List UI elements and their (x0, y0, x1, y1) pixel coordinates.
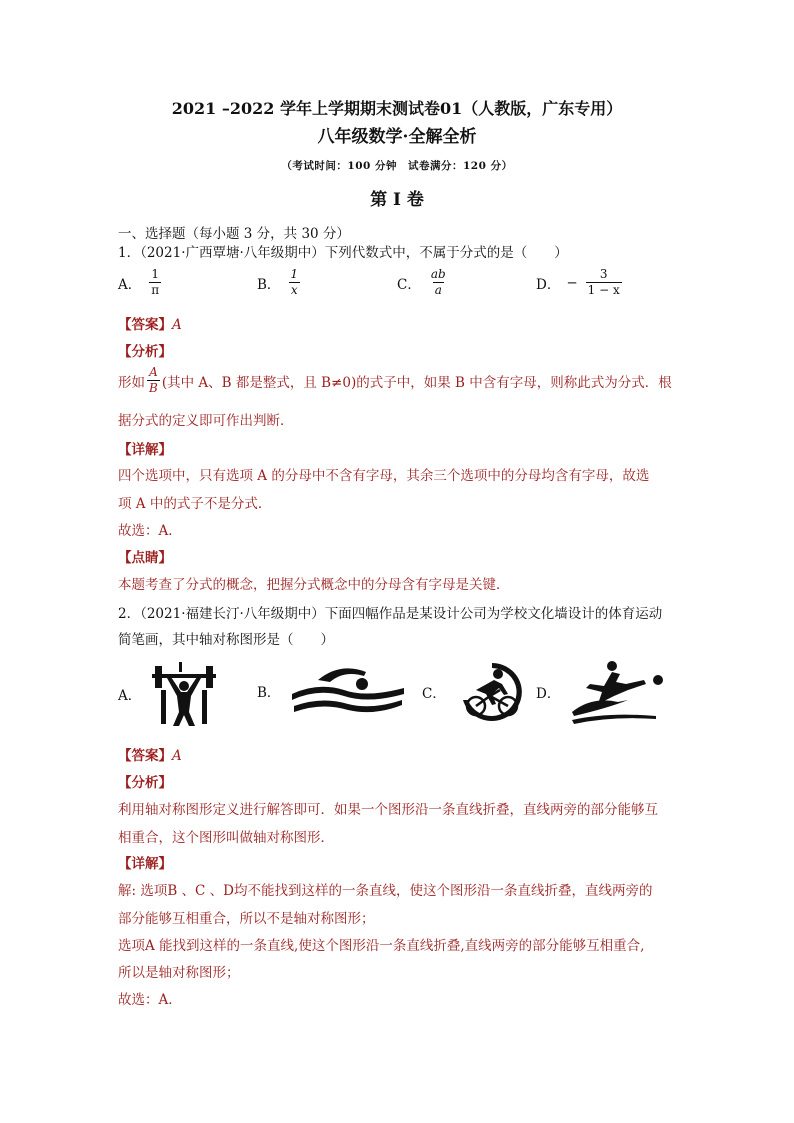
minus-sign: − (566, 274, 578, 291)
numerator: 3 (599, 267, 608, 281)
q2-detail-line3: 选项A 能找到这样的一条直线,使这个图形沿一条直线折叠,直线两旁的部分能够互相重合, (118, 938, 645, 954)
q2-stem-line2: 简笔画，其中轴对称图形是（ ） (118, 632, 334, 648)
numerator: ab (430, 267, 446, 281)
fraction (288, 268, 300, 297)
q2-analysis-line2: 相重合，这个图形叫做轴对称图形． (118, 830, 334, 846)
numerator: A (149, 365, 158, 379)
option-label: B． (257, 685, 281, 701)
document-subtitle: 八年级数学·全解全析 (317, 127, 477, 147)
q2-answer (118, 744, 182, 764)
q1-analysis-line2: 据分式的定义即可作出判断． (118, 413, 294, 429)
q2-option-c (422, 660, 530, 724)
q1-choose: 故选：A． (118, 523, 182, 539)
numerator: 1 (151, 267, 160, 281)
q1-detail-line1: 四个选项中，只有选项 A 的分母中不含有字母，其余三个选项中的分母均含有字母，故选 (118, 468, 650, 484)
q2-detail-line1: 解: 选项B 、C 、D均不能找到这样的一条直线，使这个图形沿一条直线折叠，直线两旁的 (118, 883, 653, 899)
q1-option-c (397, 268, 450, 297)
option-label: A． (118, 276, 142, 293)
q2-stem-line1: 2．（2021·福建长汀·八年级期中）下面四幅作品是某设计公司为学校文化墙设计的体育运动 (118, 606, 663, 622)
answer-value: A (172, 748, 182, 764)
option-label: D． (536, 276, 561, 293)
q1-analysis-tag: 【分析】 (118, 344, 172, 360)
denominator: x (290, 283, 298, 297)
exam-info: （考试时间：100 分钟 试卷满分：120 分） (281, 160, 513, 172)
section-heading: 一、选择题（每小题 3 分，共 30 分） (118, 226, 350, 242)
denominator: B (149, 381, 158, 395)
q1-option-b (257, 268, 302, 297)
q2-analysis-tag: 【分析】 (118, 775, 172, 791)
q2-detail-line4: 所以是轴对称图形； (118, 965, 240, 981)
denominator: a (434, 283, 442, 297)
q1-comment: 本题考查了分式的概念，把握分式概念中的分母含有字母是关键． (118, 577, 510, 593)
answer-tag: 【答案】 (118, 748, 172, 764)
option-label: B． (257, 276, 281, 293)
fraction-a-over-b (147, 366, 160, 395)
document-title: 2021 –2022 学年上学期期末测试卷01（人教版，广东专用） (171, 99, 623, 118)
option-label: C． (397, 276, 421, 293)
volleyball-player-icon (568, 660, 664, 724)
fraction (149, 268, 161, 297)
q1-comment-tag: 【点睛】 (118, 550, 172, 566)
numerator: 1 (290, 267, 299, 281)
fraction (429, 268, 448, 297)
q2-detail-line2: 部分能够互相重合，所以不是轴对称图形； (118, 911, 375, 927)
q2-option-a (118, 660, 219, 728)
q2-analysis-line1: 利用轴对称图形定义进行解答即可．如果一个图形沿一条直线折叠，直线两旁的部分能够互 (118, 802, 658, 818)
answer-tag: 【答案】 (118, 317, 172, 333)
q2-detail-tag: 【详解】 (118, 856, 172, 872)
denominator: π (151, 283, 160, 297)
q1-option-d (536, 268, 624, 297)
weightlifter-icon (149, 660, 219, 728)
analysis-prefix: 形如 (118, 374, 145, 391)
answer-value: A (172, 317, 182, 333)
q2-option-d (536, 660, 664, 724)
option-label: D． (536, 686, 561, 702)
q1-option-a (118, 268, 163, 297)
q2-option-b (257, 660, 408, 722)
q1-detail-tag: 【详解】 (118, 442, 172, 458)
swimmer-icon (288, 660, 408, 722)
option-label: A． (118, 688, 142, 704)
denominator: 1 − x (587, 283, 620, 297)
cyclist-icon (454, 660, 530, 724)
q1-detail-line2: 项 A 中的式子不是分式． (118, 496, 272, 512)
fraction (586, 268, 622, 297)
q1-answer (118, 313, 182, 333)
analysis-text: (其中 A、B 都是整式，且 B≠0)的式子中，如果 B 中含有字母，则称此式为分式．根 (161, 374, 672, 391)
q1-analysis-line1 (118, 366, 672, 395)
volume-heading: 第 I 卷 (370, 190, 424, 210)
option-label: C． (422, 686, 446, 702)
q2-choose: 故选：A． (118, 992, 182, 1008)
q1-stem: 1．（2021·广西覃塘·八年级期中）下列代数式中，不属于分式的是（ ） (118, 245, 568, 261)
